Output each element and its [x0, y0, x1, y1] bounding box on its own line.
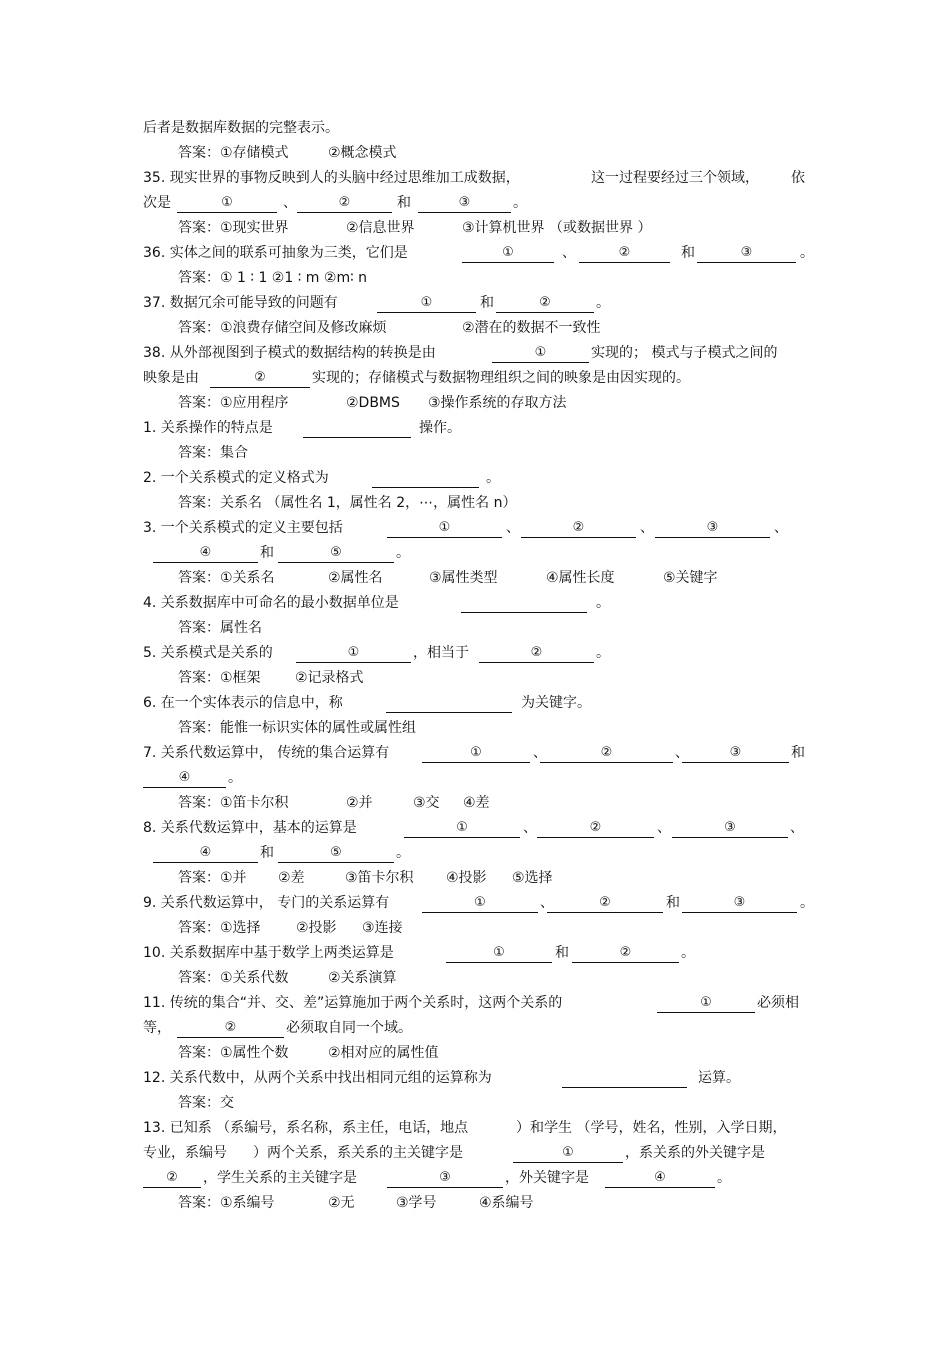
text-line: [0, 216, 950, 240]
text-line: [0, 416, 950, 440]
text-segment: 、: [562, 245, 576, 261]
fill-in-blank: [461, 594, 587, 613]
text-line: [0, 366, 950, 390]
text-segment: 、: [283, 195, 297, 211]
text-segment: 37. 数据冗余可能导致的问题有: [143, 295, 338, 311]
text-segment: 。: [513, 195, 527, 211]
fill-in-blank: ②: [579, 244, 670, 263]
text-segment: 13. 已知系 （系编号，系名称，系主任，电话，地点: [143, 1120, 469, 1136]
text-segment: 这一过程要经过三个领域，: [591, 170, 759, 186]
text-segment: 依: [791, 170, 805, 186]
text-segment: 、: [790, 820, 804, 836]
text-segment: 和: [260, 845, 274, 861]
text-line: [0, 941, 950, 965]
text-segment: 答案：①关系代数: [178, 970, 289, 986]
fill-in-blank: ⑤: [278, 844, 394, 863]
text-segment: ，学生关系的主关键字是: [203, 1170, 357, 1186]
text-segment: ③笛卡尔积: [345, 870, 414, 886]
text-segment: 36. 实体之间的联系可抽象为三类，它们是: [143, 245, 408, 261]
text-line: [0, 666, 950, 690]
text-segment: ）两个关系，系关系的主关键字是: [253, 1145, 463, 1161]
fill-in-blank: ③: [418, 194, 511, 213]
fill-in-blank: ③: [682, 744, 789, 763]
fill-in-blank: ①: [404, 819, 520, 838]
text-segment: 和: [480, 295, 494, 311]
text-line: [0, 316, 950, 340]
text-segment: 和: [791, 745, 805, 761]
text-line: [0, 816, 950, 840]
fill-in-blank: ②: [496, 294, 594, 313]
fill-in-blank: ④: [605, 1169, 715, 1188]
text-line: [0, 1116, 950, 1140]
fill-in-blank: ④: [143, 769, 226, 788]
text-segment: 6. 在一个实体表示的信息中，称: [143, 695, 343, 711]
text-line: [0, 641, 950, 665]
text-segment: 。: [596, 295, 610, 311]
text-line: [0, 516, 950, 540]
text-segment: 必须相: [757, 995, 799, 1011]
text-line: [0, 766, 950, 790]
text-line: [0, 491, 950, 515]
text-segment: 、: [523, 820, 537, 836]
text-segment: 实现的；存储模式与数据物理组织之间的映象是由因实现的。: [312, 370, 690, 386]
text-line: [0, 566, 950, 590]
text-segment: 答案：能惟一标识实体的属性或属性组: [178, 720, 416, 736]
text-segment: ②记录格式: [295, 670, 364, 686]
text-segment: 。: [596, 595, 610, 611]
text-line: [0, 116, 950, 140]
text-segment: ②投影: [296, 920, 337, 936]
text-segment: ③计算机世界 （或数据世界 ）: [462, 220, 652, 236]
text-segment: 答案：①关系名: [178, 570, 275, 586]
fill-in-blank: ③: [655, 519, 770, 538]
text-segment: ②信息世界: [346, 220, 415, 236]
fill-in-blank: ②: [177, 1019, 284, 1038]
text-segment: 和: [397, 195, 411, 211]
text-segment: ④系编号: [479, 1195, 534, 1211]
fill-in-blank: ①: [422, 894, 538, 913]
text-segment: ⑤关键字: [663, 570, 718, 586]
text-segment: 。: [486, 470, 500, 486]
text-segment: 和: [555, 945, 569, 961]
fill-in-blank: ①: [657, 994, 755, 1013]
text-line: [0, 166, 950, 190]
text-segment: 12. 关系代数中，从两个关系中找出相同元组的运算称为: [143, 1070, 492, 1086]
text-segment: 、: [657, 820, 671, 836]
text-segment: ）和学生 （学号，姓名，性别，入学日期，: [516, 1120, 787, 1136]
text-line: [0, 141, 950, 165]
text-line: [0, 616, 950, 640]
text-segment: 。: [596, 645, 610, 661]
text-segment: ，相当于: [413, 645, 469, 661]
fill-in-blank: ②: [297, 194, 392, 213]
text-line: [0, 866, 950, 890]
text-segment: ②潜在的数据不一致性: [462, 320, 601, 336]
text-segment: ③连接: [362, 920, 403, 936]
text-segment: 答案：关系名 （属性名 1，属性名 2，⋯，属性名 n）: [178, 495, 517, 511]
text-segment: 答案：①现实世界: [178, 220, 289, 236]
fill-in-blank: ②: [537, 819, 654, 838]
text-segment: ④差: [463, 795, 490, 811]
fill-in-blank: ②: [521, 519, 636, 538]
text-segment: ②属性名: [328, 570, 383, 586]
text-segment: 答案：集合: [178, 445, 248, 461]
fill-in-blank: ②: [540, 744, 673, 763]
text-line: [0, 541, 950, 565]
text-segment: ③属性类型: [429, 570, 498, 586]
text-segment: 答案：①浪费存储空间及修改麻烦: [178, 320, 387, 336]
text-line: [0, 266, 950, 290]
text-segment: 答案：①应用程序: [178, 395, 289, 411]
fill-in-blank: ①: [446, 944, 552, 963]
text-segment: 后者是数据库数据的完整表示。: [143, 120, 339, 136]
fill-in-blank: ④: [153, 544, 258, 563]
fill-in-blank: ⑤: [278, 544, 394, 563]
fill-in-blank: ②: [143, 1169, 201, 1188]
text-line: [0, 441, 950, 465]
text-line: [0, 716, 950, 740]
text-segment: 必须取自同一个域。: [286, 1020, 412, 1036]
fill-in-blank: ③: [387, 1169, 503, 1188]
text-segment: 答案：属性名: [178, 620, 262, 636]
text-segment: 映象是由: [143, 370, 199, 386]
text-segment: 8. 关系代数运算中，基本的运算是: [143, 820, 357, 836]
fill-in-blank: ①: [377, 294, 476, 313]
text-segment: 答案：①系编号: [178, 1195, 275, 1211]
text-segment: 答案：①选择: [178, 920, 261, 936]
text-segment: 、: [675, 745, 689, 761]
text-segment: ，外关键字是: [505, 1170, 589, 1186]
fill-in-blank: ①: [422, 744, 530, 763]
text-segment: 等，: [143, 1020, 171, 1036]
text-segment: 专业，系编号: [143, 1145, 227, 1161]
text-segment: 答案：交: [178, 1095, 234, 1111]
text-segment: 35. 现实世界的事物反映到人的头脑中经过思维加工成数据，: [143, 170, 520, 186]
text-segment: 次是: [143, 195, 171, 211]
text-segment: 。: [717, 1170, 731, 1186]
text-segment: 答案：①笛卡尔积: [178, 795, 289, 811]
text-segment: 和: [681, 245, 695, 261]
text-line: [0, 1066, 950, 1090]
fill-in-blank: ③: [672, 819, 788, 838]
text-segment: 、: [640, 520, 654, 536]
text-line: [0, 966, 950, 990]
fill-in-blank: ①: [513, 1144, 623, 1163]
text-line: [0, 341, 950, 365]
text-segment: 。: [800, 245, 814, 261]
text-segment: 7. 关系代数运算中， 传统的集合运算有: [143, 745, 390, 761]
text-line: [0, 691, 950, 715]
fill-in-blank: ②: [479, 644, 594, 663]
text-segment: 。: [228, 770, 242, 786]
text-segment: 、: [540, 895, 554, 911]
fill-in-blank: ①: [296, 644, 411, 663]
text-segment: ④属性长度: [546, 570, 615, 586]
text-segment: 答案：①并: [178, 870, 247, 886]
text-line: [0, 291, 950, 315]
text-line: [0, 1041, 950, 1065]
text-segment: 、: [533, 745, 547, 761]
text-segment: 实现的； 模式与子模式之间的: [591, 345, 778, 361]
text-line: [0, 391, 950, 415]
text-segment: ②无: [328, 1195, 355, 1211]
fill-in-blank: [562, 1069, 687, 1088]
text-line: [0, 1141, 950, 1165]
text-line: [0, 891, 950, 915]
text-segment: 运算。: [698, 1070, 740, 1086]
fill-in-blank: ①: [387, 519, 502, 538]
text-segment: 2. 一个关系模式的定义格式为: [143, 470, 329, 486]
fill-in-blank: [303, 419, 411, 438]
text-line: [0, 991, 950, 1015]
text-segment: ，系关系的外关键字是: [625, 1145, 765, 1161]
text-segment: ②差: [278, 870, 305, 886]
text-segment: 。: [681, 945, 695, 961]
text-segment: 答案：①属性个数: [178, 1045, 289, 1061]
text-segment: 10. 关系数据库中基于数学上两类运算是: [143, 945, 394, 961]
fill-in-blank: ③: [697, 244, 796, 263]
text-line: [0, 1166, 950, 1190]
text-segment: 。: [396, 545, 410, 561]
text-segment: 和: [260, 545, 274, 561]
text-segment: 、: [506, 520, 520, 536]
text-segment: 答案：① 1 ∶ 1 ②1 ∶ m ②m∶ n: [178, 270, 368, 286]
text-line: [0, 741, 950, 765]
text-line: [0, 591, 950, 615]
text-segment: 11. 传统的集合“并、交、差”运算施加于两个关系时，这两个关系的: [143, 995, 563, 1011]
text-segment: 答案：①框架: [178, 670, 261, 686]
fill-in-blank: ①: [462, 244, 554, 263]
fill-in-blank: ①: [177, 194, 277, 213]
text-segment: ③学号: [396, 1195, 437, 1211]
text-line: [0, 241, 950, 265]
text-segment: ③交: [413, 795, 440, 811]
text-line: [0, 791, 950, 815]
text-segment: ②DBMS: [346, 395, 400, 411]
text-segment: 、: [774, 520, 788, 536]
text-segment: 。: [800, 895, 814, 911]
text-segment: ②概念模式: [328, 145, 397, 161]
text-segment: ②关系演算: [328, 970, 397, 986]
fill-in-blank: [386, 694, 512, 713]
text-line: [0, 466, 950, 490]
text-segment: 4. 关系数据库中可命名的最小数据单位是: [143, 595, 399, 611]
fill-in-blank: ③: [682, 894, 797, 913]
text-segment: 9. 关系代数运算中， 专门的关系运算有: [143, 895, 390, 911]
text-segment: 和: [666, 895, 680, 911]
text-segment: 为关键字。: [521, 695, 591, 711]
text-segment: ④投影: [446, 870, 487, 886]
text-segment: 操作。: [419, 420, 461, 436]
text-segment: 。: [396, 845, 410, 861]
text-line: [0, 1016, 950, 1040]
text-segment: ②相对应的属性值: [328, 1045, 439, 1061]
text-segment: 3. 一个关系模式的定义主要包括: [143, 520, 343, 536]
text-line: [0, 191, 950, 215]
text-segment: 38. 从外部视图到子模式的数据结构的转换是由: [143, 345, 436, 361]
text-segment: ⑤选择: [512, 870, 553, 886]
text-segment: ③操作系统的存取方法: [428, 395, 567, 411]
fill-in-blank: ②: [547, 894, 663, 913]
fill-in-blank: [372, 469, 479, 488]
text-line: [0, 1091, 950, 1115]
text-segment: 答案：①存储模式: [178, 145, 289, 161]
text-segment: 1. 关系操作的特点是: [143, 420, 273, 436]
text-line: [0, 916, 950, 940]
text-segment: ②并: [346, 795, 373, 811]
text-line: [0, 841, 950, 865]
fill-in-blank: ①: [492, 344, 589, 363]
fill-in-blank: ②: [572, 944, 679, 963]
text-line: [0, 1191, 950, 1215]
text-segment: 5. 关系模式是关系的: [143, 645, 273, 661]
fill-in-blank: ②: [210, 369, 310, 388]
fill-in-blank: ④: [153, 844, 258, 863]
